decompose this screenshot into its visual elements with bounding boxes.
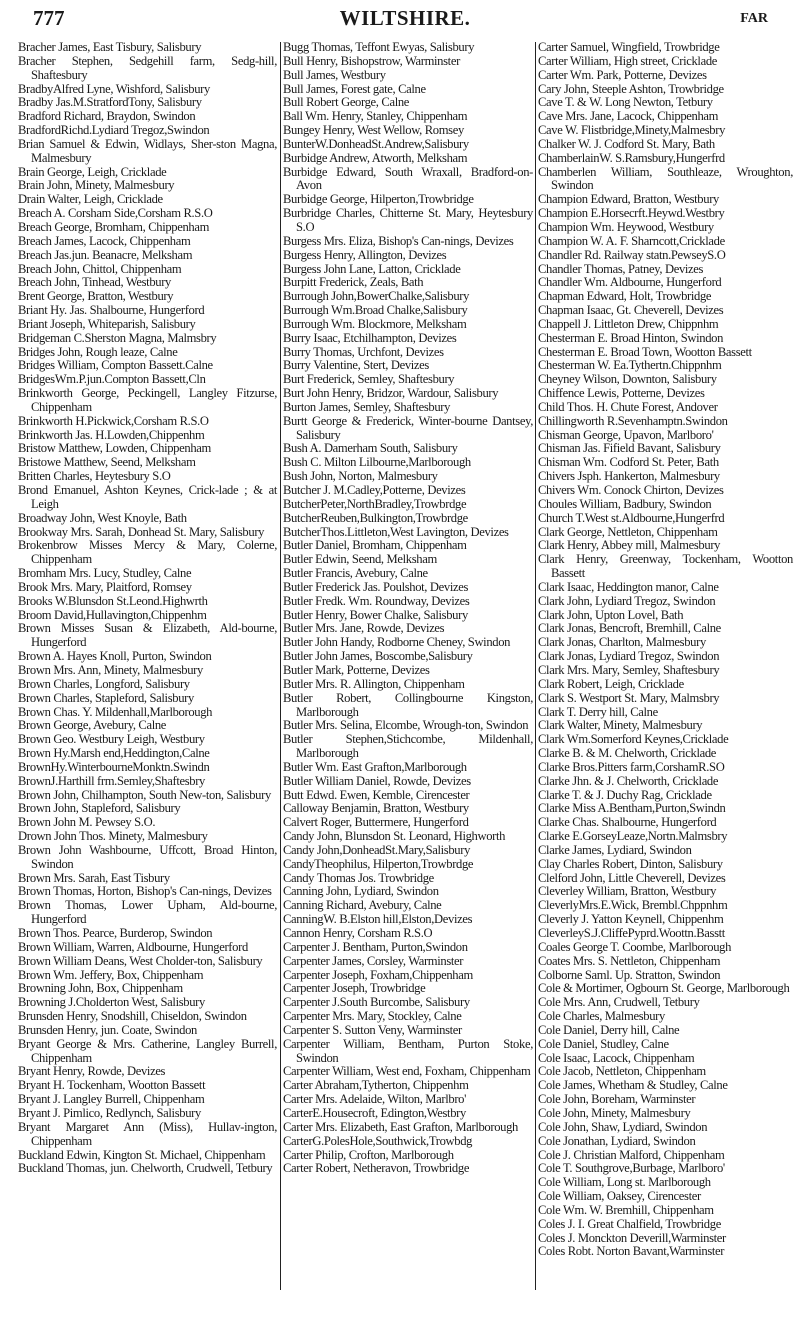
- directory-entry: Butt Edwd. Ewen, Kemble, Cirencester: [283, 787, 470, 802]
- directory-entry: Carter Philip, Crofton, Marlborough: [283, 1147, 454, 1162]
- directory-entry: Clark John, Lydiard Tregoz, Swindon: [538, 593, 716, 608]
- directory-entry: Brookway Mrs. Sarah, Donhead St. Mary, Salisbury: [18, 524, 265, 539]
- directory-entry: Ball Wm. Henry, Stanley, Chippenham: [283, 109, 468, 124]
- directory-entry: Chesterman E. Broad Hinton, Swindon: [538, 330, 724, 345]
- directory-entry: Brown William Deans, West Cholder-ton, Salisbury: [18, 953, 263, 968]
- directory-entry: ButcherPeter,NorthBradley,Trowbrdge: [283, 496, 467, 511]
- directory-entry: Butler Robert, Collingbourne Kingston, Marlborough: [283, 690, 533, 719]
- directory-entry: Cole & Mortimer, Ogbourn St. George, Marlborough: [538, 981, 790, 996]
- directory-entry: Chandler Wm. Aldbourne, Hungerford: [538, 275, 722, 290]
- directory-entry: Briant Joseph, Whiteparish, Salisbury: [18, 316, 196, 331]
- directory-entry: Cole William, Oaksey, Cirencester: [538, 1189, 701, 1204]
- directory-entry: Bull Henry, Bishopstrow, Warminster: [283, 53, 460, 68]
- directory-entry: Bromham Mrs. Lucy, Studley, Calne: [18, 566, 192, 581]
- directory-entry: Clark Walter, Minety, Malmesbury: [538, 718, 703, 733]
- directory-entry: Clark Robert, Leigh, Cricklade: [538, 676, 684, 691]
- directory-entry: Broom David,Hullavington,Chippenhm: [18, 607, 207, 622]
- directory-entry: Brown Thomas, Horton, Bishop's Can-nings, Devizes: [18, 884, 272, 899]
- directory-entry: Broadway John, West Knoyle, Bath: [18, 510, 187, 525]
- directory-entry: Brown Charles, Stapleford, Salisbury: [18, 690, 194, 705]
- directory-entry: Cole J. Christian Malford, Chippenham: [538, 1147, 725, 1162]
- directory-entry: Bugg Thomas, Teffont Ewyas, Salisbury: [283, 40, 475, 54]
- directory-entry: Burton James, Semley, Shaftesbury: [283, 399, 451, 414]
- page-title: WILTSHIRE.: [339, 6, 471, 30]
- directory-entry: Burt Frederick, Semley, Shaftesbury: [283, 372, 455, 387]
- directory-entry: Brown Thomas, Lower Upham, Ald-bourne, Hungerford: [18, 898, 277, 927]
- directory-entry: Clelford John, Little Cheverell, Devizes: [538, 870, 726, 885]
- directory-entry: Coates Mrs. S. Nettleton, Chippenham: [538, 953, 721, 968]
- directory-entry: Bull James, Forest gate, Calne: [283, 81, 426, 96]
- directory-entry: Chapman Isaac, Gt. Cheverell, Devizes: [538, 303, 724, 318]
- directory-entry: Butcher J. M.Cadley,Potterne, Devizes: [283, 483, 466, 497]
- directory-entry: Brunsden Henry, Snodshill, Chiseldon, Swindon: [18, 1009, 247, 1024]
- directory-entry: Brent George, Bratton, Westbury: [18, 289, 174, 304]
- directory-entry: Brown Thos. Pearce, Burderop, Swindon: [18, 926, 213, 940]
- directory-entry: Carter William, High street, Cricklade: [538, 53, 718, 68]
- directory-entry: Coales George T. Coombe, Marlborough: [538, 939, 732, 954]
- directory-entry: Butler Henry, Bower Chalke, Salisbury: [283, 607, 468, 622]
- directory-entry: Chandler Thomas, Patney, Devizes: [538, 261, 704, 276]
- directory-entry: Clark George, Nettleton, Chippenham: [538, 524, 718, 539]
- directory-entry: Brown Chas. Y. Mildenhall,Marlborough: [18, 704, 213, 719]
- directory-entry: Cave W. Flistbridge,Minety,Malmesbry: [538, 123, 726, 138]
- directory-entry: BrownHy.WinterbourneMonktn.Swindn: [18, 759, 210, 774]
- directory-entry: Brunsden Henry, jun. Coate, Swindon: [18, 1022, 197, 1037]
- directory-entry: Butler Daniel, Bromham, Chippenham: [283, 538, 467, 553]
- directory-entry: Cole John, Boreham, Warminster: [538, 1092, 696, 1107]
- directory-entry: Bracher James, East Tisbury, Salisbury: [18, 40, 202, 54]
- directory-entry: Brain John, Minety, Malmesbury: [18, 178, 175, 193]
- directory-entry: Carter Samuel, Wingfield, Trowbridge: [538, 40, 720, 54]
- directory-entry: Carpenter William, West end, Foxham, Chippenham: [283, 1064, 531, 1079]
- directory-entry: Brooks W.Blunsdon St.Leond.Highwrth: [18, 593, 208, 608]
- directory-entry: Clark Isaac, Heddington manor, Calne: [538, 579, 719, 594]
- directory-entry: Butler Mrs. Selina, Elcombe, Wrough-ton, Swindon: [283, 718, 529, 733]
- directory-entry: Clark T. Derry hill, Calne: [538, 704, 658, 719]
- directory-entry: Clarke Bros.Pitters farm,CorshamR.SO: [538, 759, 725, 774]
- directory-entry: Bush A. Damerham South, Salisbury: [283, 441, 458, 456]
- directory-entry: Clark Henry, Greenway, Tockenham, Wootton Bassett: [538, 552, 793, 581]
- directory-entry: Burrough Wm. Blockmore, Melksham: [283, 316, 467, 331]
- directory-entry: Burtt George & Frederick, Winter-bourne Dantsey, Salisbury: [283, 413, 533, 442]
- directory-entry: Browning J.Cholderton West, Salisbury: [18, 995, 205, 1010]
- directory-entry: Bryant Henry, Rowde, Devizes: [18, 1064, 166, 1079]
- directory-entry: Carter Mrs. Elizabeth, East Grafton, Marlborough: [283, 1119, 519, 1134]
- directory-entry: Cole Wm. W. Bremhill, Chippenham: [538, 1202, 714, 1217]
- directory-entry: Cole Jonathan, Lydiard, Swindon: [538, 1133, 696, 1148]
- directory-entry: Candy Thomas Jos. Trowbridge: [283, 870, 434, 885]
- directory-entry: Butler John James, Boscombe,Salisbury: [283, 649, 473, 664]
- directory-entry: Clark S. Westport St. Mary, Malmsbry: [538, 690, 720, 705]
- directory-entry: Clarke B. & M. Chelworth, Cricklade: [538, 746, 717, 761]
- directory-entry: Carpenter J. Bentham, Purton,Swindon: [283, 939, 468, 954]
- directory-entry: Clarke E.GorseyLeaze,Nortn.Malmsbry: [538, 829, 728, 844]
- directory-entry: Cave Mrs. Jane, Lacock, Chippenham: [538, 109, 719, 124]
- directory-entry: Cave T. & W. Long Newton, Tetbury: [538, 95, 713, 110]
- directory-entry: Clarke Jhn. & J. Chelworth, Cricklade: [538, 773, 719, 788]
- directory-entry: Carpenter J.South Burcombe, Salisbury: [283, 995, 470, 1010]
- directory-entry: CanningW. B.Elston hill,Elston,Devizes: [283, 912, 473, 927]
- directory-entry: Brown John Washbourne, Uffcott, Broad Hinton, Swindon: [18, 842, 277, 871]
- directory-entry: Burt John Henry, Bridzor, Wardour, Salisbury: [283, 386, 499, 401]
- directory-entry: Breach John, Chittol, Chippenham: [18, 261, 182, 276]
- directory-entry: Candy John,DonheadSt.Mary,Salisbury: [283, 842, 471, 857]
- directory-entry: Carter Wm. Park, Potterne, Devizes: [538, 67, 707, 82]
- directory-entry: Burgess Henry, Allington, Devizes: [283, 247, 447, 262]
- directory-entry: Clark Mrs. Mary, Semley, Shaftesbury: [538, 662, 720, 677]
- directory-entry: Burgess Mrs. Eliza, Bishop's Can-nings, Devizes: [283, 233, 514, 248]
- directory-entry: Cleverly J. Yatton Keynell, Chippenhm: [538, 912, 724, 927]
- directory-entry: Bush C. Milton Lilbourne,Marlborough: [283, 455, 471, 470]
- directory-entry: Chisman Jas. Fifield Bavant, Salisbury: [538, 441, 721, 456]
- running-head: FAR: [740, 11, 768, 26]
- directory-entry: Burbidge George, Hilperton,Trowbridge: [283, 192, 474, 207]
- directory-entry: Butler William Daniel, Rowde, Devizes: [283, 773, 471, 788]
- directory-entry: Colborne Saml. Up. Stratton, Swindon: [538, 967, 721, 982]
- directory-entry: Coles J. I. Great Chalfield, Trowbridge: [538, 1216, 721, 1231]
- directory-entry: Brinkworth Jas. H.Lowden,Chippenhm: [18, 427, 205, 442]
- directory-entry: Cole James, Whetham & Studley, Calne: [538, 1078, 728, 1093]
- directory-entry: Chapman Edward, Holt, Trowbridge: [538, 289, 712, 304]
- directory-column-1: [18, 41, 277, 1176]
- directory-entry: Carpenter William, Bentham, Purton Stoke, Swindon: [283, 1036, 533, 1065]
- directory-entry: ButcherReuben,Bulkington,Trowbrdge: [283, 510, 468, 525]
- directory-entry: Bristow Matthew, Lowden, Chippenham: [18, 441, 211, 456]
- directory-entry: Cole John, Shaw, Lydiard, Swindon: [538, 1119, 708, 1134]
- directory-entry: BradbyAlfred Lyne, Wishford, Salisbury: [18, 81, 210, 96]
- directory-entry: Carpenter Mrs. Mary, Stockley, Calne: [283, 1009, 462, 1024]
- directory-entry: Carpenter Joseph, Foxham,Chippenham: [283, 967, 473, 982]
- directory-entry: Champion Edward, Bratton, Westbury: [538, 192, 719, 207]
- directory-entry: Clarke Miss A.Bentham,Purton,Swindn: [538, 801, 726, 816]
- column-divider: [535, 42, 536, 1290]
- directory-entry: Burry Thomas, Urchfont, Devizes: [283, 344, 444, 359]
- directory-entry: Butler Mrs. Jane, Rowde, Devizes: [283, 621, 445, 636]
- directory-entry: Burbidge Edward, South Wraxall, Bradford-on-Avon: [283, 164, 533, 193]
- directory-entry: Bryant George & Mrs. Catherine, Langley Burrell, Chippenham: [18, 1036, 277, 1065]
- directory-entry: Coles J. Monckton Deverill,Warminster: [538, 1230, 726, 1245]
- directory-entry: Bridges John, Rough leaze, Calne: [18, 344, 178, 359]
- directory-entry: Brain George, Leigh, Cricklade: [18, 164, 167, 179]
- directory-entry: Chappell J. Littleton Drew, Chippnhm: [538, 316, 719, 331]
- directory-entry: Cleverley William, Bratton, Westbury: [538, 884, 717, 899]
- directory-entry: Breach James, Lacock, Chippenham: [18, 233, 191, 248]
- directory-entry: Clarke James, Lydiard, Swindon: [538, 842, 692, 857]
- directory-entry: Brown Charles, Longford, Salisbury: [18, 676, 190, 691]
- directory-entry: Britten Charles, Heytesbury S.O: [18, 469, 171, 484]
- directory-entry: Brown John, Stapleford, Salisbury: [18, 801, 181, 816]
- directory-entry: Carter Robert, Netheravon, Trowbridge: [283, 1161, 470, 1176]
- directory-entry: BunterW.DonheadSt.Andrew,Salisbury: [283, 136, 469, 151]
- directory-entry: Church T.West st.Aldbourne,Hungerfrd: [538, 510, 725, 525]
- directory-entry: Brown Mrs. Ann, Minety, Malmesbury: [18, 662, 203, 677]
- directory-entry: Buckland Thomas, jun. Chelworth, Crudwell, Tetbury: [18, 1161, 273, 1176]
- directory-entry: Clarke T. & J. Duchy Rag, Cricklade: [538, 787, 712, 802]
- directory-entry: Cary John, Steeple Ashton, Trowbridge: [538, 81, 724, 96]
- directory-entry: Brown John M. Pewsey S.O.: [18, 815, 156, 830]
- directory-entry: Carpenter Joseph, Trowbridge: [283, 981, 426, 996]
- directory-entry: Bryant Margaret Ann (Miss), Hullav-ington, Chippenham: [18, 1119, 277, 1148]
- directory-entry: Brown A. Hayes Knoll, Purton, Swindon: [18, 649, 212, 664]
- directory-entry: Brook Mrs. Mary, Plaitford, Romsey: [18, 579, 192, 594]
- directory-entry: Butler Wm. East Grafton,Marlborough: [283, 759, 467, 774]
- directory-entry: Butler Mrs. R. Allington, Chippenham: [283, 676, 465, 691]
- directory-entry: Bush John, Norton, Malmesbury: [283, 469, 438, 484]
- directory-entry: Burbridge Charles, Chitterne St. Mary, Heytesbury S.O: [283, 206, 533, 234]
- directory-entry: Breach Jas.jun. Beanacre, Melksham: [18, 247, 193, 262]
- directory-entry: Bracher Stephen, Sedgehill farm, Sedg-hill, Shaftesbury: [18, 53, 277, 82]
- directory-entry: Chisman George, Upavon, Marlboro': [538, 427, 714, 442]
- directory-entry: Buckland Edwin, Kington St. Michael, Chippenham: [18, 1147, 266, 1162]
- directory-entry: CleverleyS.J.CliffePyprd.Woottn.Basstt: [538, 926, 725, 940]
- directory-entry: Bryant J. Pimlico, Redlynch, Salisbury: [18, 1105, 201, 1120]
- directory-entry: Brinkworth George, Peckingell, Langley Fitzurse, Chippenham: [18, 386, 277, 414]
- directory-entry: Burgess John Lane, Latton, Cricklade: [283, 261, 461, 276]
- directory-entry: CarterG.PolesHole,Southwick,Trowbdg: [283, 1133, 473, 1148]
- directory-entry: Bridges William, Compton Bassett.Calne: [18, 358, 213, 373]
- directory-entry: Chalker W. J. Codford St. Mary, Bath: [538, 136, 715, 151]
- directory-entry: Butler Edwin, Seend, Melksham: [283, 552, 437, 567]
- directory-column-3: [538, 41, 793, 1259]
- directory-entry: Chamberlen William, Southleaze, Wroughton, Swindon: [538, 164, 793, 193]
- directory-entry: Butler Frederick Jas. Poulshot, Devizes: [283, 579, 469, 594]
- directory-entry: Bridgeman C.Sherston Magna, Malmsbry: [18, 330, 217, 345]
- directory-entry: Chillingworth R.Sevenhamptn.Swindon: [538, 413, 728, 428]
- directory-entry: Cannon Henry, Corsham R.S.O: [283, 926, 433, 940]
- directory-entry: Butler Fredk. Wm. Roundway, Devizes: [283, 593, 470, 608]
- directory-entry: Burry Valentine, Stert, Devizes: [283, 358, 429, 373]
- directory-entry: Chivers Wm. Conock Chirton, Devizes: [538, 483, 724, 497]
- directory-entry: Cole Daniel, Studley, Calne: [538, 1036, 669, 1051]
- directory-entry: Carpenter James, Corsley, Warminster: [283, 953, 464, 968]
- directory-entry: Clark Jonas, Charlton, Malmesbury: [538, 635, 706, 650]
- directory-entry: Champion W. A. F. Sharncott,Cricklade: [538, 233, 725, 248]
- directory-entry: Brown William, Warren, Aldbourne, Hungerford: [18, 939, 248, 954]
- directory-entry: Champion E.Horsecrft.Heywd.Westbry: [538, 206, 725, 221]
- directory-entry: Butler Francis, Avebury, Calne: [283, 566, 428, 581]
- directory-entry: Clark Henry, Abbey mill, Malmesbury: [538, 538, 721, 553]
- directory-entry: Cole John, Minety, Malmesbury: [538, 1105, 691, 1120]
- directory-entry: Cheyney Wilson, Downton, Salisbury: [538, 372, 717, 387]
- directory-entry: CandyTheophilus, Hilperton,Trowbrdge: [283, 856, 474, 871]
- directory-entry: ButcherThos.Littleton,West Lavington, Devizes: [283, 524, 509, 539]
- directory-entry: Butler Stephen,Stichcombe, Mildenhall, Marlborough: [283, 732, 533, 761]
- directory-entry: Calloway Benjamin, Bratton, Westbury: [283, 801, 469, 816]
- directory-entry: Burry Isaac, Etchilhampton, Devizes: [283, 330, 457, 345]
- directory-entry: Brown Hy.Marsh end,Heddington,Calne: [18, 746, 210, 761]
- directory-entry: Bull James, Westbury: [283, 67, 386, 82]
- directory-entry: Brinkworth H.Pickwick,Corsham R.S.O: [18, 413, 209, 428]
- directory-entry: Coles Robt. Norton Bavant,Warminster: [538, 1244, 725, 1259]
- directory-entry: Burrough John,BowerChalke,Salisbury: [283, 289, 470, 304]
- page-number: 777: [33, 6, 65, 30]
- directory-entry: Cole William, Long st. Marlborough: [538, 1175, 711, 1190]
- directory-entry: Browning John, Box, Chippenham: [18, 981, 183, 996]
- directory-entry: Brond Emanuel, Ashton Keynes, Crick-lade ; & at Leigh: [18, 483, 277, 511]
- directory-entry: Bradby Jas.M.StratfordTony, Salisbury: [18, 95, 202, 110]
- directory-entry: Brian Samuel & Edwin, Widlays, Sher-ston Magna, Malmesbury: [18, 136, 277, 165]
- directory-entry: CleverlyMrs.E.Wick, Brembl.Chppnhm: [538, 898, 728, 913]
- directory-entry: BradfordRichd.Lydiard Tregoz,Swindon: [18, 123, 210, 138]
- directory-entry: Brown John, Chilhampton, South New-ton, Salisbury: [18, 787, 271, 802]
- directory-entry: Cole Charles, Malmesbury: [538, 1009, 665, 1024]
- directory-entry: Cole Jacob, Nettleton, Chippenham: [538, 1064, 706, 1079]
- directory-entry: Burbidge Andrew, Atworth, Melksham: [283, 150, 468, 165]
- directory-entry: Cole Isaac, Lacock, Chippenham: [538, 1050, 695, 1065]
- directory-column-2: [283, 41, 533, 1176]
- directory-entry: Bristowe Matthew, Seend, Melksham: [18, 455, 196, 470]
- directory-entry: Clark Jonas, Bencroft, Bremhill, Calne: [538, 621, 721, 636]
- directory-entry: Clark John, Upton Lovel, Bath: [538, 607, 684, 622]
- directory-entry: Canning John, Lydiard, Swindon: [283, 884, 439, 899]
- directory-entry: Bull Robert George, Calne: [283, 95, 410, 110]
- column-divider: [280, 42, 281, 1290]
- directory-entry: Butler Mark, Potterne, Devizes: [283, 662, 430, 677]
- directory-entry: Cole Daniel, Derry hill, Calne: [538, 1022, 680, 1037]
- directory-entry: Chesterman E. Broad Town, Wootton Bassett: [538, 344, 752, 359]
- directory-entry: Burpitt Frederick, Zeals, Bath: [283, 275, 424, 290]
- directory-entry: Brown Misses Susan & Elizabeth, Ald-bourne, Hungerford: [18, 621, 277, 650]
- directory-entry: CarterE.Housecroft, Edington,Westbry: [283, 1105, 466, 1120]
- directory-entry: Champion Wm. Heywood, Westbury: [538, 219, 714, 234]
- directory-entry: Brokenbrow Misses Mercy & Mary, Colerne, Chippenham: [18, 538, 277, 567]
- directory-entry: Cole Mrs. Ann, Crudwell, Tetbury: [538, 995, 700, 1010]
- directory-entry: Carter Abraham,Tytherton, Chippenhm: [283, 1078, 469, 1093]
- directory-entry: Candy John, Blunsdon St. Leonard, Highworth: [283, 829, 506, 844]
- directory-entry: Clark Wm.Somerford Keynes,Cricklade: [538, 732, 729, 747]
- directory-entry: Brown Wm. Jeffery, Box, Chippenham: [18, 967, 204, 982]
- directory-entry: Clarke Chas. Shalbourne, Hungerford: [538, 815, 717, 830]
- directory-entry: Canning Richard, Avebury, Calne: [283, 898, 442, 913]
- directory-entry: Breach A. Corsham Side,Corsham R.S.O: [18, 206, 213, 221]
- directory-entry: BrownJ.Harthill frm.Semley,Shaftesbry: [18, 773, 206, 788]
- directory-entry: ChamberlainW. S.Ramsbury,Hungerfrd: [538, 150, 725, 165]
- directory-entry: Clark Jonas, Lydiard Tregoz, Swindon: [538, 649, 720, 664]
- directory-entry: Brown Geo. Westbury Leigh, Westbury: [18, 732, 205, 747]
- directory-entry: Bryant J. Langley Burrell, Chippenham: [18, 1092, 205, 1107]
- directory-entry: Chiffence Lewis, Potterne, Devizes: [538, 386, 705, 401]
- directory-entry: Breach George, Bromham, Chippenham: [18, 219, 210, 234]
- directory-entry: Bradford Richard, Braydon, Swindon: [18, 109, 196, 124]
- directory-entry: Chesterman W. Ea.Tythertn.Chippnhm: [538, 358, 722, 373]
- directory-entry: Chisman Wm. Codford St. Peter, Bath: [538, 455, 719, 470]
- directory-entry: Chivers Jsph. Hankerton, Malmesbury: [538, 469, 720, 484]
- directory-entry: Brown George, Avebury, Calne: [18, 718, 167, 733]
- directory-entry: Carpenter S. Sutton Veny, Warminster: [283, 1022, 462, 1037]
- directory-entry: Carter Mrs. Adelaide, Wilton, Marlbro': [283, 1092, 467, 1107]
- directory-entry: Drain Walter, Leigh, Cricklade: [18, 192, 163, 207]
- directory-entry: Bungey Henry, West Wellow, Romsey: [283, 123, 464, 138]
- directory-entry: Chandler Rd. Railway statn.PewseyS.O: [538, 247, 726, 262]
- directory-entry: Burrough Wm.Broad Chalke,Salisbury: [283, 303, 468, 318]
- directory-entry: Drown John Thos. Minety, Malmesbury: [18, 829, 208, 844]
- directory-entry: Briant Hy. Jas. Shalbourne, Hungerford: [18, 303, 205, 318]
- directory-entry: Butler John Handy, Rodborne Cheney, Swindon: [283, 635, 511, 650]
- directory-entry: Clay Charles Robert, Dinton, Salisbury: [538, 856, 723, 871]
- directory-entry: Breach John, Tinhead, Westbury: [18, 275, 172, 290]
- directory-entry: Cole T. Southgrove,Burbage, Marlboro': [538, 1161, 725, 1176]
- directory-entry: Bryant H. Tockenham, Wootton Bassett: [18, 1078, 206, 1093]
- directory-entry: Choules William, Badbury, Swindon: [538, 496, 712, 511]
- directory-entry: Calvert Roger, Buttermere, Hungerford: [283, 815, 469, 830]
- directory-entry: Brown Mrs. Sarah, East Tisbury: [18, 870, 170, 885]
- directory-entry: Child Thos. H. Chute Forest, Andover: [538, 399, 718, 414]
- directory-entry: BridgesWm.P.jun.Compton Bassett,Cln: [18, 372, 206, 387]
